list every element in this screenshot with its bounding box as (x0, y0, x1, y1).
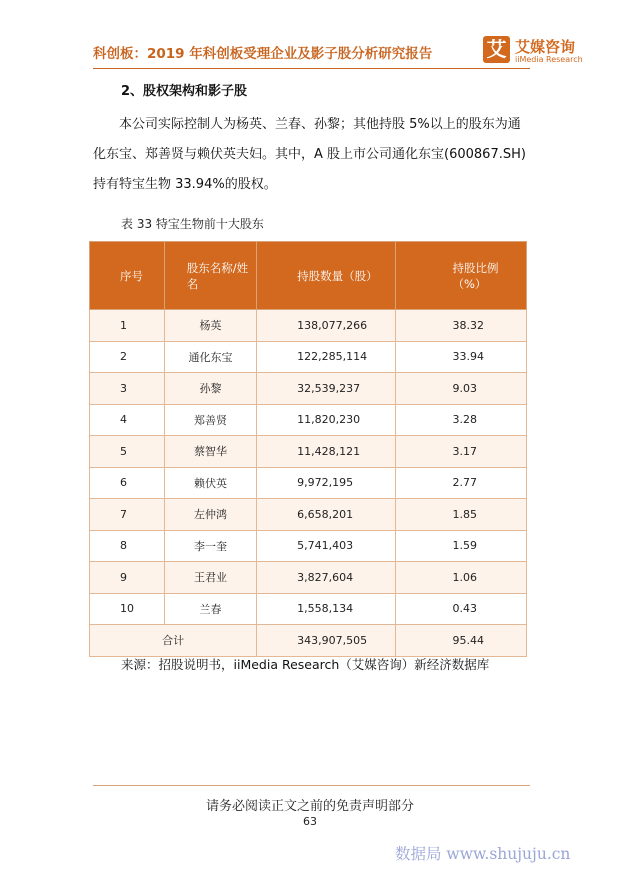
cell-shares: 138,077,266 (257, 310, 396, 342)
cell-ratio: 1.85 (396, 499, 527, 531)
page-number: 63 (303, 815, 317, 828)
footer-divider (93, 785, 530, 786)
header-holder-name: 股东名称/姓名 (164, 242, 256, 310)
cell-holder-name: 蔡智华 (164, 436, 256, 468)
table-total-row (90, 625, 527, 657)
shareholders-table (89, 241, 527, 657)
cell-ratio: 3.28 (396, 404, 527, 436)
table-row (90, 310, 527, 342)
cell-holder-name: 杨英 (164, 310, 256, 342)
table-caption: 表 33 特宝生物前十大股东 (121, 217, 264, 231)
cell-shares: 32,539,237 (257, 373, 396, 405)
table-row (90, 499, 527, 531)
cell-shares: 11,428,121 (257, 436, 396, 468)
iimedia-logo (483, 36, 583, 68)
total-shares: 343,907,505 (257, 625, 396, 657)
cell-index: 1 (90, 310, 165, 342)
table-row (90, 341, 527, 373)
cell-holder-name: 通化东宝 (164, 341, 256, 373)
cell-ratio: 1.06 (396, 562, 527, 594)
footer-disclaimer: 请务必阅读正文之前的免责声明部分 (205, 799, 414, 814)
cell-index: 2 (90, 341, 165, 373)
cell-shares: 122,285,114 (257, 341, 396, 373)
header-ratio: 持股比例（%） (396, 242, 527, 310)
table-row (90, 436, 527, 468)
cell-index: 8 (90, 530, 165, 562)
cell-index: 4 (90, 404, 165, 436)
cell-shares: 1,558,134 (257, 593, 396, 625)
table-row (90, 593, 527, 625)
cell-ratio: 3.17 (396, 436, 527, 468)
table-row (90, 562, 527, 594)
table-row (90, 467, 527, 499)
cell-holder-name: 王君业 (164, 562, 256, 594)
header-shares: 持股数量（股） (257, 242, 396, 310)
cell-index: 9 (90, 562, 165, 594)
table-row (90, 404, 527, 436)
total-ratio: 95.44 (396, 625, 527, 657)
paragraph-text: 本公司实际控制人为杨英、兰春、孙黎；其他持股 5%以上的股东为通化东宝、郑善贤与赖伏英夫妇。其中，A 股上市公司通化东宝(600867.SH)持有特宝生物 33.94%的股权。 (93, 117, 526, 192)
report-title: 科创板：2019 年科创板受理企业及影子股分析研究报告 (93, 46, 433, 62)
table-row (90, 530, 527, 562)
cell-holder-name: 兰春 (164, 593, 256, 625)
table-header-row (90, 242, 527, 310)
cell-shares: 6,658,201 (257, 499, 396, 531)
cell-index: 3 (90, 373, 165, 405)
header-index: 序号 (90, 242, 165, 310)
cell-ratio: 0.43 (396, 593, 527, 625)
logo-english-text: iiMedia Research (515, 55, 583, 64)
cell-ratio: 9.03 (396, 373, 527, 405)
cell-index: 5 (90, 436, 165, 468)
total-label: 合计 (90, 625, 257, 657)
body-paragraph (93, 110, 531, 200)
header-divider (93, 68, 530, 69)
watermark-text: 数据局 www.shujuju.cn (395, 845, 571, 863)
cell-holder-name: 李一奎 (164, 530, 256, 562)
section-heading: 2、股权架构和影子股 (121, 84, 248, 99)
cell-shares: 9,972,195 (257, 467, 396, 499)
cell-index: 10 (90, 593, 165, 625)
data-source-note: 来源：招股说明书，iiMedia Research（艾媒咨询）新经济数据库 (121, 657, 490, 672)
cell-ratio: 1.59 (396, 530, 527, 562)
cell-holder-name: 赖伏英 (164, 467, 256, 499)
cell-shares: 11,820,230 (257, 404, 396, 436)
cell-ratio: 33.94 (396, 341, 527, 373)
logo-mark-icon: 艾 (483, 36, 510, 63)
table-row (90, 373, 527, 405)
cell-holder-name: 左仲鸿 (164, 499, 256, 531)
cell-holder-name: 郑善贤 (164, 404, 256, 436)
cell-ratio: 2.77 (396, 467, 527, 499)
cell-index: 7 (90, 499, 165, 531)
cell-holder-name: 孙黎 (164, 373, 256, 405)
logo-chinese-text: 艾媒咨询 (515, 38, 576, 56)
cell-shares: 5,741,403 (257, 530, 396, 562)
cell-shares: 3,827,604 (257, 562, 396, 594)
cell-ratio: 38.32 (396, 310, 527, 342)
cell-index: 6 (90, 467, 165, 499)
